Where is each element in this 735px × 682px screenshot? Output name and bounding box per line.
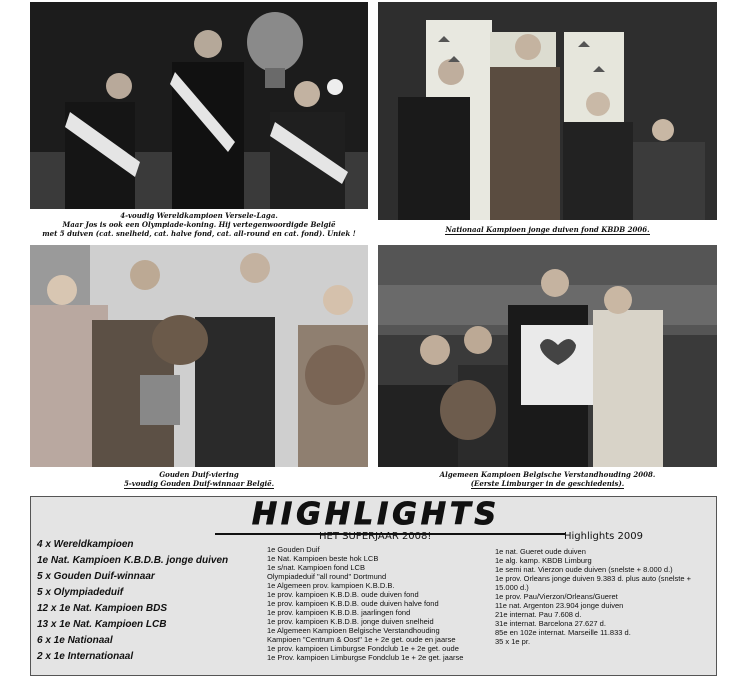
superjaar-item: 1e Nat. Kampioen beste hok LCB	[267, 554, 379, 563]
summary-item: 5 x Olympiadeduif	[37, 587, 124, 598]
summary-item: 1e Nat. Kampioen K.B.D.B. jonge duiven	[37, 555, 229, 566]
superjaar-item: 1e Algemeen prov. kampioen K.B.D.B.	[267, 581, 395, 590]
superjaar-item: 1e prov. kampioen K.B.D.B. oude duiven halve fond	[267, 599, 439, 608]
superjaar-list	[267, 545, 507, 662]
superjaar-item: 1e prov. kampioen K.B.D.B. jaarlingen fond	[267, 608, 411, 617]
year2009-item: 35 x 1e pr.	[495, 637, 531, 646]
superjaar-item: 1e Gouden Duif	[267, 545, 320, 554]
caption-general-champion	[378, 470, 717, 489]
photo-world-champion	[30, 2, 368, 209]
caption-line: met 5 duiven (cat. snelheid, cat. halve fond, cat. all-round en cat. fond). Uniek !	[42, 229, 356, 238]
year2009-list	[495, 547, 715, 646]
superjaar-item: 1e Prov. kampioen Limburgse Fondclub 1e + 2e get. jaarse	[267, 653, 464, 662]
superjaar-item: Kampioen "Centrum & Oost" 1e + 2e get. oude en jaarse	[267, 635, 456, 644]
caption-line: Nationaal Kampioen jonge duiven fond KBDB 2006.	[445, 225, 650, 234]
caption-line: Algemeen Kampioen Belgische Verstandhouding 2008.	[439, 470, 656, 479]
summary-item: 13 x 1e Nat. Kampioen LCB	[37, 619, 167, 630]
summary-item: 4 x Wereldkampioen	[37, 539, 134, 550]
year2009-item: 15.000 d.)	[495, 583, 529, 592]
year2009-item: 1e nat. Gueret oude duiven	[495, 547, 586, 556]
year2009-item: 1e semi nat. Vierzon oude duiven (snelste + 8.000 d.)	[495, 565, 673, 574]
superjaar-item: 1e prov. kampioen Limburgse Fondclub 1e + 2e get. oude	[267, 644, 459, 653]
superjaar-item: Olympiadeduif "all round" Dortmund	[267, 572, 387, 581]
year2009-item: 31e internat. Barcelona 27.627 d.	[495, 619, 606, 628]
superjaar-item: 1e prov. kampioen K.B.D.B. oude duiven fond	[267, 590, 419, 599]
photo-golden-pigeon	[30, 245, 368, 467]
year2009-item: 1e prov. Pau/Vierzon/Orleans/Gueret	[495, 592, 618, 601]
summary-item: 5 x Gouden Duif-winnaar	[37, 571, 155, 582]
year2009-title: Highlights 2009	[564, 531, 643, 542]
highlights-title: HIGHLIGHTS	[251, 497, 501, 532]
caption-line: Maar Jos is ook een Olympiade-koning. Hij vertegenwoordigde België	[62, 220, 336, 229]
caption-golden-pigeon	[30, 470, 368, 489]
summary-item: 12 x 1e Nat. Kampioen BDS	[37, 603, 168, 614]
superjaar-item: 1e s/nat. Kampioen fond LCB	[267, 563, 365, 572]
year2009-item: 11e nat. Argenton 23.904 jonge duiven	[495, 601, 624, 610]
summary-item: 2 x 1e Internationaal	[37, 651, 134, 662]
caption-line: Gouden Duif-viering	[159, 470, 239, 479]
superjaar-item: 1e Algemeen Kampioen Belgische Verstandhouding	[267, 626, 440, 635]
highlights-box	[30, 496, 717, 676]
caption-line: 5-voudig Gouden Duif-winnaar België.	[123, 479, 275, 488]
year2009-item: 85e en 102e internat. Marseille 11.833 d.	[495, 628, 631, 637]
summary-item: 6 x 1e Nationaal	[37, 635, 113, 646]
photo-national-champion	[378, 2, 717, 220]
caption-world-champion	[30, 211, 368, 238]
highlights-summary	[37, 537, 277, 665]
photo-general-champion	[378, 245, 717, 467]
caption-line: 4-voudig Wereldkampioen Versele-Laga.	[120, 211, 278, 220]
caption-national-champion	[378, 225, 717, 235]
superjaar-item: 1e prov. kampioen K.B.D.B. jonge duiven snelheid	[267, 617, 434, 626]
caption-line: (Eerste Limburger in de geschiedenis).	[470, 479, 625, 488]
year2009-item: 1e alg. kamp. KBDB Limburg	[495, 556, 592, 565]
year2009-item: 21e internat. Pau 7.608 d.	[495, 610, 582, 619]
year2009-item: 1e prov. Orleans jonge duiven 9.383 d. plus auto (snelste +	[495, 574, 692, 583]
superjaar-title: HET SUPERJAAR 2008!	[319, 531, 432, 542]
